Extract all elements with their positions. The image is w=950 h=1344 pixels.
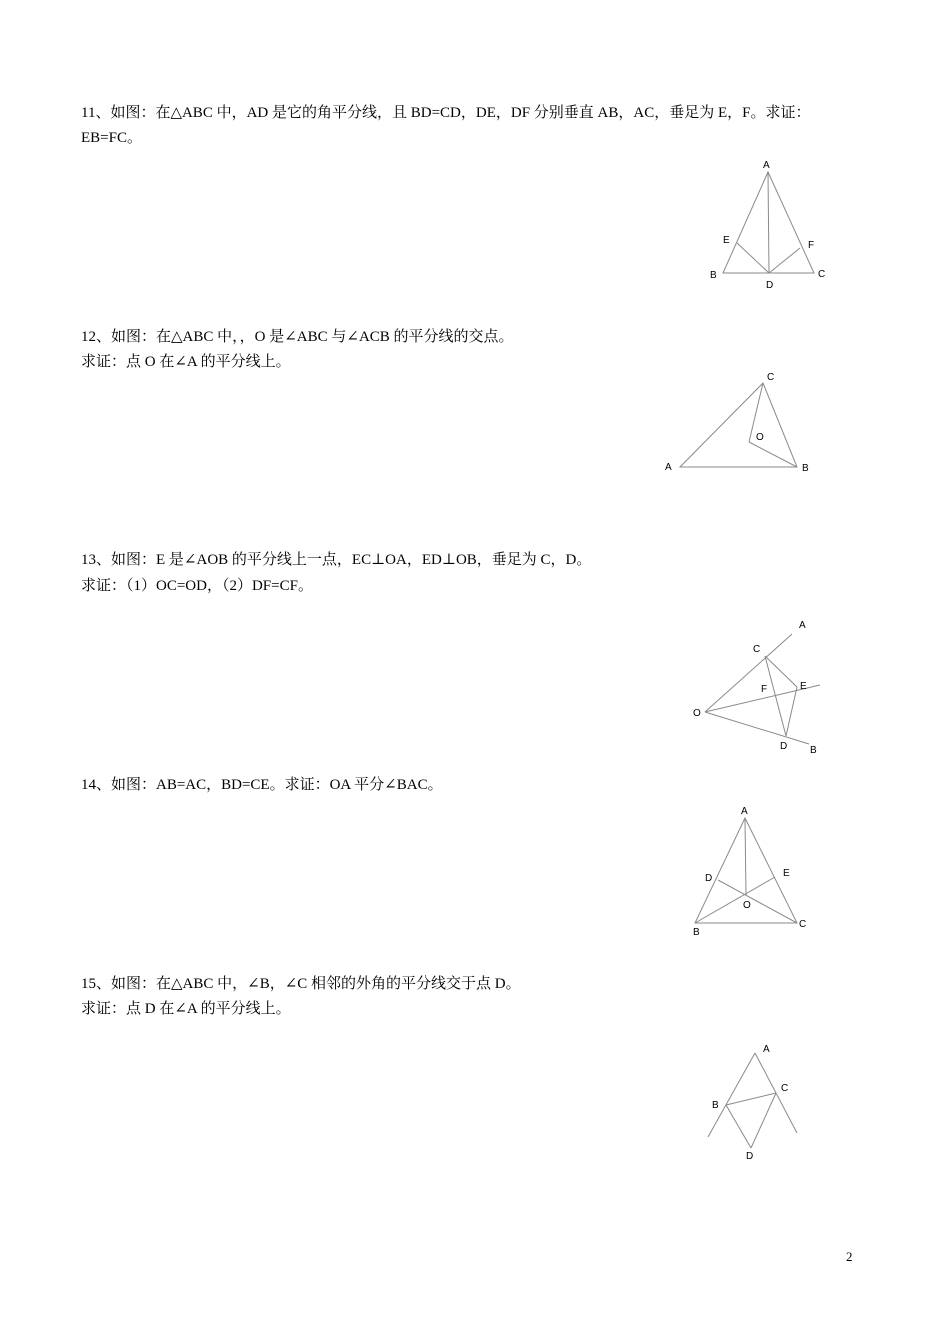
triangle-abc bbox=[680, 383, 797, 467]
problem-12-line-2: 求证：点 O 在∠A 的平分线上。 bbox=[81, 354, 291, 370]
label-a: A bbox=[665, 462, 672, 473]
problem-15-figure bbox=[695, 1035, 825, 1165]
segment-cd bbox=[718, 880, 797, 923]
label-c: C bbox=[767, 372, 775, 383]
label-c: C bbox=[818, 269, 826, 280]
problem-11-line-1: 11、如图：在△ABC 中，AD 是它的角平分线，且 BD=CD，DE，DF 分别垂直 AB，AC，垂足为 E，F。求证： bbox=[81, 105, 811, 121]
label-d: D bbox=[746, 1151, 754, 1162]
label-d: D bbox=[780, 741, 788, 752]
problem-14-figure bbox=[685, 800, 825, 945]
label-c: C bbox=[753, 644, 761, 655]
label-c: C bbox=[799, 919, 807, 930]
ray-ob bbox=[705, 712, 809, 744]
label-a: A bbox=[741, 806, 748, 817]
label-o: O bbox=[693, 708, 701, 719]
line-ab-extended bbox=[708, 1053, 755, 1137]
label-d: D bbox=[705, 873, 713, 884]
label-b: B bbox=[810, 745, 817, 756]
problem-13-figure bbox=[685, 612, 835, 762]
label-f: F bbox=[761, 684, 768, 695]
label-a: A bbox=[799, 620, 806, 631]
label-b: B bbox=[712, 1100, 719, 1111]
label-o: O bbox=[756, 432, 764, 443]
label-f: F bbox=[808, 240, 815, 251]
label-b: B bbox=[802, 463, 809, 474]
ray-oa bbox=[705, 634, 792, 712]
segment-cd bbox=[751, 1093, 776, 1148]
problem-11-figure bbox=[690, 150, 850, 300]
problem-14-line-1: 14、如图：AB=AC，BD=CE。求证：OA 平分∠BAC。 bbox=[81, 777, 443, 793]
label-o: O bbox=[743, 900, 751, 911]
segment-ao bbox=[745, 818, 746, 895]
segment-bd bbox=[726, 1105, 751, 1148]
segment-cd bbox=[765, 656, 786, 736]
segment-ce bbox=[765, 656, 797, 687]
problem-13-line-1: 13、如图：E 是∠AOB 的平分线上一点，EC⊥OA，ED⊥OB，垂足为 C，D。 bbox=[81, 552, 592, 568]
label-e: E bbox=[723, 235, 730, 246]
problem-12-figure bbox=[655, 365, 825, 485]
segment-de bbox=[737, 243, 769, 273]
page-number: 2 bbox=[846, 1249, 853, 1264]
segment-ob bbox=[749, 442, 797, 467]
segment-df bbox=[769, 248, 800, 273]
label-b: B bbox=[693, 927, 700, 938]
problem-15-line-2: 求证：点 D 在∠A 的平分线上。 bbox=[81, 1001, 291, 1017]
segment-bc bbox=[726, 1093, 776, 1105]
segment-ad bbox=[768, 172, 769, 273]
problem-12-line-1: 12、如图：在△ABC 中，，O 是∠ABC 与∠ACB 的平分线的交点。 bbox=[81, 329, 514, 345]
label-e: E bbox=[783, 868, 790, 879]
label-a: A bbox=[763, 1044, 770, 1055]
problem-13-line-2: 求证：（1）OC=OD，（2）DF=CF。 bbox=[81, 578, 313, 594]
segment-ed bbox=[786, 687, 797, 736]
label-d: D bbox=[766, 280, 774, 291]
label-b: B bbox=[710, 270, 717, 281]
label-e: E bbox=[800, 681, 807, 692]
label-a: A bbox=[763, 160, 770, 171]
label-c: C bbox=[781, 1083, 789, 1094]
problem-15-line-1: 15、如图：在△ABC 中，∠B，∠C 相邻的外角的平分线交于点 D。 bbox=[81, 976, 521, 992]
problem-11-line-2: EB=FC。 bbox=[81, 130, 142, 146]
